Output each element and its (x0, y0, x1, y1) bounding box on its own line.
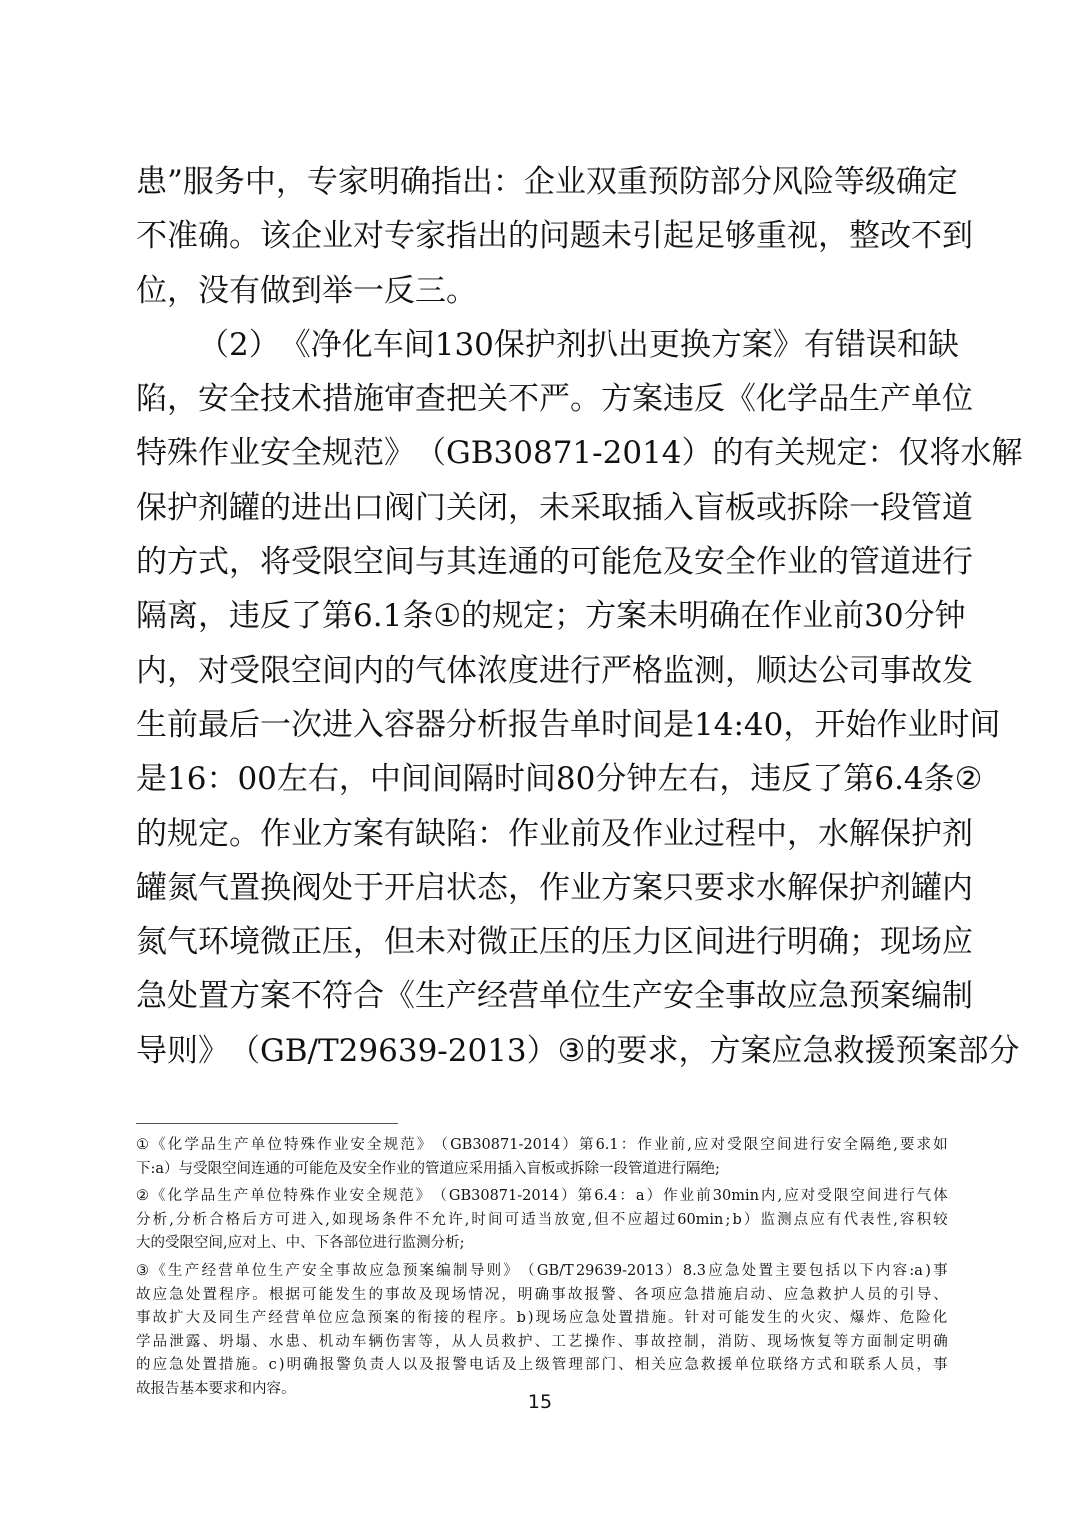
body-line: 位，没有做到举一反三。 (136, 272, 477, 309)
body-line: 陷 ， 安 全 技 术 措 施 审 查 把 关 不 严 。 方 案 违 反 《 化 学 品 生 产 单 位 (136, 381, 973, 418)
footnote-line: ② 《 化 学 品 生 产 单 位 特 殊 作 业 安 全 规 范 》 （ GB30871-2014 ） 第 6.4 ： a ） 作 业 前 30min 内 , 应 对 受 限 空 间 进 行 气 体 (136, 1188, 948, 1205)
footnote-divider (136, 1123, 398, 1124)
body-line: 隔 离 ， 违 反 了 第 6.1 条 ① 的 规 定 ； 方 案 未 明 确 在 作 业 前 30 分 钟 (136, 598, 966, 635)
body-line: 生 前 最 后 一 次 进 入 容 器 分 析 报 告 单 时 间 是 14:40 ， 开 始 作 业 时 间 (136, 706, 1001, 743)
page-number: 15 (527, 1391, 553, 1413)
footnote-line: 学 品 泄 露 、 坍 塌 、 水 患 、 机 动 车 辆 伤 害 等 ， 从 人 员 救 护 、 工 艺 操 作 、 事 故 控 制 ， 消 防 、 现 场 恢 复 等 方 面 制 定 明 确 (136, 1333, 948, 1350)
footnote-line: 故报告基本要求和内容。 (136, 1380, 296, 1397)
footnote-line: 的 应 急 处 置 措 施 。 c ) 明 确 报 警 负 责 人 以 及 报 警 电 话 及 上 级 管 理 部 门 、 相 关 应 急 救 援 单 位 联 络 方 式 和 联 系 人 员 ， 事 (136, 1357, 948, 1374)
body-line: 不 准 确 。 该 企 业 对 专 家 指 出 的 问 题 未 引 起 足 够 重 视 ， 整 改 不 到 (136, 218, 973, 255)
footnotes (136, 1134, 948, 1402)
footnote-line: 大的受限空间,应对上、中、下各部位进行监测分析; (136, 1235, 465, 1252)
body-line: （ 2 ） 《 净 化 车 间 130 保 护 剂 扒 出 更 换 方 案 》 有 错 误 和 缺 (198, 326, 959, 363)
body-line: 特 殊 作 业 安 全 规 范 》 （ GB30871-2014 ） 的 有 关 规 定 ： 仅 将 水 解 (136, 435, 1023, 472)
body-line: 的 方 式 ， 将 受 限 空 间 与 其 连 通 的 可 能 危 及 安 全 作 业 的 管 道 进 行 (136, 544, 973, 581)
body-line: 是 16 ： 00 左 右 ， 中 间 间 隔 时 间 80 分 钟 左 右 ， 违 反 了 第 6.4 条 ② (136, 761, 983, 798)
body-line: 导 则 》 （ GB/T 29639-2013 ） ③ 的 要 求 ， 方 案 应 急 救 援 预 案 部 分 (136, 1032, 1020, 1069)
body-line: 保 护 剂 罐 的 进 出 口 阀 门 关 闭 ， 未 采 取 插 入 盲 板 或 拆 除 一 段 管 道 (136, 489, 973, 526)
footnote-line: ① 《 化 学 品 生 产 单 位 特 殊 作 业 安 全 规 范 》 （ GB30871-2014 ） 第 6.1 ： 作 业 前 , 应 对 受 限 空 间 进 行 安 全 隔 绝 , 要 求 如 (136, 1137, 948, 1153)
body-line: 患 ” 服 务 中 ， 专 家 明 确 指 出 ： 企 业 双 重 预 防 部 分 风 险 等 级 确 定 (136, 164, 958, 200)
body-line: 内 ， 对 受 限 空 间 内 的 气 体 浓 度 进 行 严 格 监 测 ， 顺 达 公 司 事 故 发 (136, 652, 973, 689)
footnote-line: 故 应 急 处 置 程 序 。 根 据 可 能 发 生 的 事 故 及 现 场 情 况 ， 明 确 事 故 报 警 、 各 项 应 急 措 施 启 动 、 应 急 救 护 人 员 的 引 导 、 (136, 1286, 948, 1303)
body-text (136, 155, 1023, 1078)
footnote-line: ③ 《 生 产 经 营 单 位 生 产 安 全 事 故 应 急 预 案 编 制 导 则 》 （ GB/T 29639-2013 ） 8.3 应 急 处 置 主 要 包 括 以 下 内 容 :a ) 事 (136, 1262, 948, 1279)
body-line: 氮 气 环 境 微 正 压 ， 但 未 对 微 正 压 的 压 力 区 间 进 行 明 确 ； 现 场 应 (136, 924, 973, 961)
footnote-line: 下:a）与受限空间连通的可能危及安全作业的管道应采用插入盲板或拆除一段管道进行隔绝; (136, 1160, 720, 1177)
body-line: 急 处 置 方 案 不 符 合 《 生 产 经 营 单 位 生 产 安 全 事 故 应 急 预 案 编 制 (136, 978, 973, 1015)
footnote-line: 分 析 , 分 析 合 格 后 方 可 进 入 , 如 现 场 条 件 不 允 许 , 时 间 可 适 当 放 宽 , 但 不 应 超 过 60min ; b ） 监 测 点 应 有 代 表 性 , 容 积 较 (136, 1211, 948, 1228)
footnote-line: 事 故 扩 大 及 同 生 产 经 营 单 位 应 急 预 案 的 衔 接 的 程 序 。 b ) 现 场 应 急 处 置 措 施 。 针 对 可 能 发 生 的 火 灾 、 爆 炸 、 危 险 化 (136, 1310, 948, 1327)
body-line: 的 规 定 。 作 业 方 案 有 缺 陷 ： 作 业 前 及 作 业 过 程 中 ， 水 解 保 护 剂 (136, 815, 973, 852)
body-line: 罐 氮 气 置 换 阀 处 于 开 启 状 态 ， 作 业 方 案 只 要 求 水 解 保 护 剂 罐 内 (136, 869, 973, 906)
